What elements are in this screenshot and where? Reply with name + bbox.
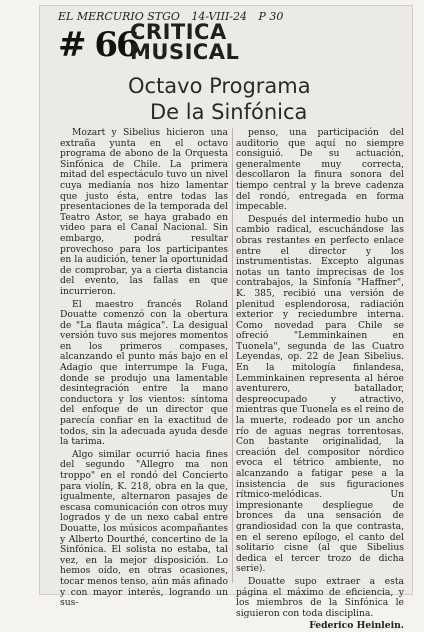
author-signature: Federico Heinlein.: [309, 620, 404, 632]
paragraph: El maestro francés Roland Douatte comenzó con la obertura de "La flauta mágica". La desigual versión tuvo sus mejores momentos en los primeros compases, alcanzando el punto más bajo en el Adagio que interrumpe la Fuga, donde se produjo una lamentable desintegración entre la mano conductora y los vientos: síntoma del enfoque de un director que parecía confiar en la exactitud de todos, sin la adecuada ayuda desde la tarima.: [60, 298, 228, 448]
paragraph: Douatte supo extraer a esta página el máximo de eficiencia, y los miembros de la Sinfónica le siguieron con toda disciplina.: [236, 575, 404, 619]
article-column-1: [60, 128, 228, 609]
handwritten-mark: # 66: [58, 25, 138, 65]
hand-date: 14-VIII-24: [191, 10, 248, 23]
paragraph: Algo similar ocurrió hacia fines del segundo "Allegro ma non troppo" en el rondó del Concierto para violín, K. 218, obra en la que, igualmente, alternaron pasajes de escasa comunicación con otros muy logrados y de un nexo cabal entre Douatte, los músicos acompañantes y Alberto Dourthé, concertino de la Sinfónica. El solista no estaba, tal vez, en la mejor disposición. Lo hemos oído, en otras ocasiones, tocar menos tenso, aún más afinado y con mayor interés, logrando un sus-: [60, 448, 228, 609]
section-line-2: MUSICAL: [130, 40, 240, 64]
article-title-line-2: De la Sinfónica: [150, 100, 308, 124]
column-divider: [232, 128, 233, 583]
article-column-2: [236, 128, 404, 632]
hand-source: EL MERCURIO STGO: [58, 10, 180, 23]
hand-page: P 30: [258, 10, 284, 23]
paragraph: Mozart y Sibelius hicieron una extraña yunta en el octavo programa de abono de la Orquesta Sinfónica de Chile. La primera mitad del espectáculo tuvo un nivel cuya medianía nos hizo lamentar que justo ésta, entre todas las presentaciones de la temporada del Teatro Astor, se haya grabado en video para el Canal Nacional. Sin embargo, podrá resultar provechoso para los participantes en la audición, tener la oportunidad de comprobar, ya a cierta distancia del evento, las fallas en que incurrieron.: [60, 127, 228, 297]
section-line-1: CRITICA: [130, 20, 227, 44]
paragraph: penso, una participación del auditorio que aquí no siempre consiguió. De su actuación, generalmente muy correcta, descollaron la finura sonora del tiempo central y la breve cadenza del rondó, entregada en forma impecable.: [236, 127, 404, 213]
paragraph: Después del intermedio hubo un cambio radical, escuchándose las obras restantes en perfecto enlace entre el director y los instrumentistas. Excepto algunas notas un tanto imprecisas de los contrabajos, la Sinfonía "Haffner", K. 385, recibió una versión de plenitud esplendorosa, radiación exterior y reciedumbre interna. Como novedad para Chile se ofreció "Lemminkainen en Tuonela", segunda de las Cuatro Leyendas, op. 22 de Jean Sibelius. En la mitología finlandesa, Lemminkainen representa al héroe aventurero, batallador, despreocupado y atractivo, mientras que Tuonela es el reino de la muerte, rodeado por un ancho río de aguas negras torrentosas. Con bastante originalidad, la creación del compositor nórdico evoca el tétrico ambiente, no alcanzando a fatigar pese a la insistencia de sus figuraciones rítmico-melódicas. Un impresionante despliegue de bronces da una sensación de grandiosidad con la que contrasta, en el sereno epílogo, el canto del solitario cisne (al que Sibelius dedica el tercer trozo de dicha serie).: [236, 213, 404, 575]
section-heading: [130, 22, 239, 62]
article-title-line-1: Octavo Programa: [128, 74, 311, 98]
